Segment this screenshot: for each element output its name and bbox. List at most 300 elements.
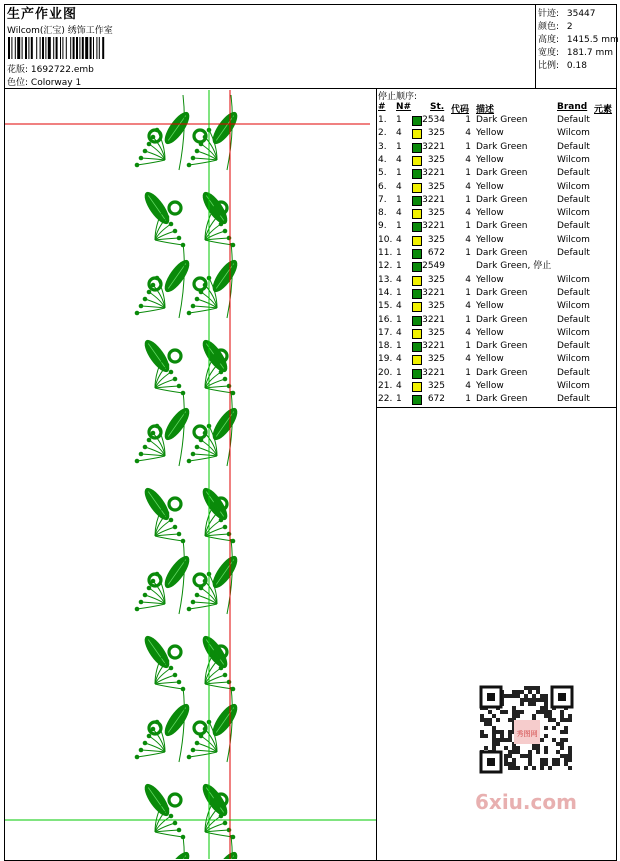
qr-module [520, 698, 524, 702]
row-description: Yellow [476, 354, 504, 365]
ring-motif [169, 498, 181, 510]
row-stitches: 325 [427, 274, 445, 285]
qr-module [544, 710, 548, 714]
row-description: Dark Green [476, 141, 528, 152]
tendril [141, 306, 165, 308]
tendril-bud [147, 734, 152, 739]
barcode-bar [93, 37, 94, 59]
tendril [137, 308, 165, 313]
tendril-bud [187, 311, 192, 316]
ring-motif [169, 646, 181, 658]
qr-module [564, 758, 568, 762]
qr-module [504, 746, 508, 750]
qr-module [504, 758, 508, 762]
row-code: 1 [465, 287, 471, 298]
tendril-bud [195, 149, 200, 154]
row-description: Dark Green [476, 394, 528, 405]
row-description: Dark Green [476, 115, 528, 125]
row-needle: 4 [396, 208, 402, 219]
tendril-bud [187, 163, 192, 168]
page-title: 生产作业图 [7, 7, 78, 22]
barcode-bar [45, 37, 46, 59]
qr-module [508, 762, 512, 766]
row-index: 7. [378, 194, 387, 205]
tendril-bud [143, 149, 148, 154]
tendril [189, 752, 217, 757]
tendril-bud [215, 807, 220, 812]
qr-module [568, 754, 572, 758]
stat-label: 高度: [538, 35, 560, 45]
stat-width [538, 45, 613, 58]
qr-code [470, 680, 585, 785]
tendril [137, 752, 165, 757]
qr-module [556, 758, 560, 762]
qr-module [512, 694, 516, 698]
tendril-bud [173, 229, 178, 234]
row-description: Dark Green [476, 194, 528, 205]
tendril-bud [173, 673, 178, 678]
qr-module [492, 730, 496, 734]
barcode-bar [70, 37, 71, 59]
barcode-bar [96, 37, 97, 59]
tendril-bud [177, 236, 182, 241]
qr-module [556, 722, 560, 726]
qr-module [560, 742, 564, 746]
qr-module [568, 718, 572, 722]
design-file [7, 62, 94, 75]
row-stitches: 2534 [422, 115, 445, 125]
qr-module [512, 746, 516, 750]
tendril-bud [211, 208, 216, 213]
qr-module [552, 762, 556, 766]
row-brand: Wilcom [557, 208, 590, 219]
tendril-bud [187, 607, 192, 612]
tendril [137, 604, 165, 609]
tendril-bud [139, 600, 144, 605]
colorway-value: Colorway 1 [30, 78, 82, 88]
qr-module [536, 746, 540, 750]
row-brand: Default [557, 287, 590, 298]
row-brand: Wilcom [557, 128, 590, 139]
qr-module [540, 694, 544, 698]
watermark-text: 6xiu.com [475, 790, 577, 814]
tendril [155, 684, 183, 689]
qr-module [480, 734, 484, 738]
tendril-bud [187, 459, 192, 464]
row-code: 1 [465, 221, 471, 232]
tendril-bud [155, 720, 160, 725]
row-stitches: 325 [427, 381, 445, 391]
qr-module [520, 690, 524, 694]
row-code: 4 [465, 354, 471, 365]
qr-module [500, 710, 504, 714]
row-brand: Default [557, 221, 590, 232]
qr-module [528, 758, 532, 762]
tendril-bud [227, 384, 232, 389]
barcode-bar [56, 37, 58, 59]
qr-module [544, 706, 548, 710]
tendril-bud [223, 821, 228, 826]
qr-module [528, 690, 532, 694]
design-file-value: 1692722.emb [30, 65, 94, 75]
tendril-bud [191, 156, 196, 161]
col-header-brand: Brand [557, 102, 588, 112]
tendril-bud [227, 828, 232, 833]
color-swatch [412, 156, 422, 166]
tendril [193, 602, 217, 604]
stat-height [538, 32, 619, 45]
row-index: 19. [378, 354, 393, 365]
barcode-bar [99, 37, 100, 59]
tendril-bud [223, 229, 228, 234]
qr-module [544, 758, 548, 762]
row-description: Dark Green, 停止 [476, 261, 552, 272]
qr-module [512, 710, 516, 714]
tendril [193, 158, 217, 160]
tendril [155, 238, 179, 240]
row-brand: Default [557, 314, 590, 325]
row-brand: Default [557, 394, 590, 405]
tendril-bud [155, 128, 160, 133]
qr-module [528, 686, 532, 690]
row-description: Dark Green [476, 341, 528, 352]
row-index: 15. [378, 301, 393, 312]
row-index: 6. [378, 181, 387, 192]
qr-module [532, 766, 536, 770]
row-code: 1 [465, 314, 471, 325]
tendril-bud [139, 748, 144, 753]
row-description: Yellow [476, 381, 504, 391]
row-needle: 1 [396, 194, 402, 205]
qr-module [540, 710, 544, 714]
row-brand: Default [557, 194, 590, 205]
row-needle: 4 [396, 301, 402, 312]
qr-module [508, 754, 512, 758]
tendril-bud [227, 532, 232, 537]
tendril-bud [227, 236, 232, 241]
row-stitches: 325 [427, 301, 445, 312]
row-stitches: 325 [427, 327, 445, 338]
row-stitches: 325 [427, 234, 445, 245]
row-index: 4. [378, 154, 387, 165]
row-code: 4 [465, 327, 471, 338]
color-swatch [412, 196, 422, 206]
embroidery-preview [5, 90, 376, 859]
colorway-label: 色位: [7, 78, 29, 88]
tendril [155, 240, 183, 245]
color-swatch [412, 316, 422, 326]
tendril-bud [191, 600, 196, 605]
qr-module [552, 738, 556, 742]
qr-module [568, 758, 572, 762]
qr-module [512, 766, 516, 770]
qr-module [532, 702, 536, 706]
tendril [189, 308, 217, 313]
qr-module [560, 738, 564, 742]
barcode-bar [66, 37, 67, 59]
row-brand: Wilcom [557, 327, 590, 338]
tendril-bud [177, 532, 182, 537]
row-index: 9. [378, 221, 387, 232]
tendril-bud [151, 579, 156, 584]
row-stitches: 672 [427, 394, 445, 405]
design-label: 花版: [7, 65, 29, 75]
row-brand: Wilcom [557, 234, 590, 245]
tendril-bud [139, 304, 144, 309]
row-description: Dark Green [476, 367, 528, 378]
qr-module [552, 758, 556, 762]
row-needle: 1 [396, 314, 402, 325]
tendril-bud [223, 673, 228, 678]
tendril [155, 830, 179, 832]
color-swatch [412, 222, 422, 232]
qr-module [524, 698, 528, 702]
barcode-bar [8, 37, 10, 59]
row-code: 1 [465, 341, 471, 352]
tendril-bud [147, 586, 152, 591]
row-stitches: 325 [427, 128, 445, 139]
qr-module [536, 710, 540, 714]
tendril-bud [195, 297, 200, 302]
qr-module [516, 766, 520, 770]
qr-module [492, 742, 496, 746]
qr-module [516, 690, 520, 694]
tendril-bud [191, 748, 196, 753]
color-swatch [412, 369, 422, 379]
tendril-bud [161, 800, 166, 805]
row-needle: 1 [396, 248, 402, 258]
row-index: 5. [378, 168, 387, 179]
row-needle: 4 [396, 274, 402, 285]
row-description: Dark Green [476, 168, 528, 179]
tendril-bud [215, 215, 220, 220]
qr-module [532, 686, 536, 690]
barcode-bar [31, 37, 33, 59]
tendril-bud [169, 518, 174, 523]
qr-module [524, 754, 528, 758]
tendril-bud [155, 276, 160, 281]
color-swatch [412, 289, 422, 299]
qr-module [544, 698, 548, 702]
tendril [155, 536, 183, 541]
tendril-bud [219, 370, 224, 375]
tendril-bud [135, 163, 140, 168]
row-brand: Wilcom [557, 301, 590, 312]
row-brand: Wilcom [557, 354, 590, 365]
qr-finder-center [487, 758, 495, 766]
row-code: 1 [465, 168, 471, 179]
row-stitches: 3221 [422, 367, 445, 378]
tendril-bud [215, 511, 220, 516]
qr-module [532, 714, 536, 718]
tendril [155, 534, 179, 536]
qr-module [552, 718, 556, 722]
qr-badge-text: 秀图网 [516, 730, 538, 738]
row-brand: Wilcom [557, 274, 590, 285]
color-swatch [412, 116, 422, 126]
qr-module [532, 698, 536, 702]
tendril-bud [165, 659, 170, 664]
barcode [8, 37, 140, 59]
leaf [208, 848, 241, 859]
ring-motif [169, 350, 181, 362]
row-brand: Default [557, 115, 590, 125]
qr-module [548, 714, 552, 718]
col-header-stitches: St. [430, 102, 445, 112]
stop-sequence-title: 停止顺序: [378, 92, 418, 102]
row-index: 16. [378, 314, 393, 325]
qr-module [568, 750, 572, 754]
row-index: 17. [378, 327, 393, 338]
qr-module [536, 750, 540, 754]
tendril-bud [203, 579, 208, 584]
stats-divider [535, 4, 536, 89]
qr-module [512, 714, 516, 718]
tendril-bud [135, 607, 140, 612]
qr-module [540, 738, 544, 742]
row-code: 1 [465, 248, 471, 258]
qr-module [484, 746, 488, 750]
qr-module [568, 746, 572, 750]
qr-module [560, 714, 564, 718]
col-header-code: 代码 [451, 105, 470, 115]
stat-value: 1415.5 mm [566, 35, 619, 45]
tendril-bud [195, 593, 200, 598]
qr-module [536, 686, 540, 690]
row-needle: 1 [396, 394, 402, 405]
barcode-bar [90, 37, 92, 59]
row-needle: 4 [396, 354, 402, 365]
stat-stitches [538, 6, 596, 19]
row-brand: Default [557, 168, 590, 179]
color-swatch [412, 276, 422, 286]
barcode-bar [42, 37, 44, 59]
tendril-bud [215, 659, 220, 664]
barcode-bar [11, 37, 12, 59]
color-swatch [412, 209, 422, 219]
row-brand: Default [557, 367, 590, 378]
qr-module [516, 694, 520, 698]
color-swatch [412, 342, 422, 352]
color-swatch [412, 382, 422, 392]
stat-value: 35447 [566, 9, 596, 19]
row-index: 12. [378, 261, 393, 272]
row-code: 4 [465, 274, 471, 285]
qr-module [544, 694, 548, 698]
qr-module [484, 718, 488, 722]
tendril-bud [219, 666, 224, 671]
tendril [141, 602, 165, 604]
row-brand: Default [557, 248, 590, 258]
qr-module [564, 718, 568, 722]
tendril-bud [219, 518, 224, 523]
row-brand: Wilcom [557, 381, 590, 391]
row-stitches: 325 [427, 208, 445, 219]
row-stitches: 3221 [422, 221, 445, 232]
col-header-description: 描述 [476, 105, 495, 115]
row-description: Yellow [476, 301, 504, 312]
qr-module [548, 718, 552, 722]
row-stitches: 3221 [422, 314, 445, 325]
row-stitches: 3221 [422, 194, 445, 205]
row-code: 4 [465, 301, 471, 312]
qr-module [552, 726, 556, 730]
qr-module [540, 766, 544, 770]
qr-module [544, 762, 548, 766]
tendril-bud [161, 356, 166, 361]
tendril [155, 386, 179, 388]
color-swatch [412, 302, 422, 312]
stat-label: 宽度: [538, 48, 560, 58]
tendril-bud [223, 377, 228, 382]
tendril-bud [161, 652, 166, 657]
qr-module [560, 746, 564, 750]
tendril-bud [169, 666, 174, 671]
tendril [141, 750, 165, 752]
tendril-bud [203, 727, 208, 732]
tendril-bud [195, 445, 200, 450]
row-needle: 4 [396, 154, 402, 165]
qr-module [556, 742, 560, 746]
qr-module [568, 714, 572, 718]
color-swatch [412, 143, 422, 153]
qr-module [564, 754, 568, 758]
tendril-bud [143, 593, 148, 598]
qr-finder-center [558, 693, 566, 701]
qr-module [504, 694, 508, 698]
colorway [7, 75, 81, 88]
qr-module [568, 766, 572, 770]
row-stitches: 325 [427, 154, 445, 165]
barcode-bar [40, 37, 41, 59]
stat-scale [538, 58, 587, 71]
color-swatch [412, 236, 422, 246]
tendril-bud [169, 370, 174, 375]
barcode-bar [15, 37, 16, 59]
color-swatch [412, 395, 422, 405]
barcode-bar [79, 37, 80, 59]
row-index: 22. [378, 394, 393, 405]
qr-module [536, 690, 540, 694]
tendril-bud [191, 304, 196, 309]
barcode-bar [73, 37, 75, 59]
barcode-bar [85, 37, 88, 59]
qr-module [520, 710, 524, 714]
row-needle: 1 [396, 141, 402, 152]
tendril-bud [147, 290, 152, 295]
tendril-bud [199, 438, 204, 443]
qr-module [488, 718, 492, 722]
row-description: Dark Green [476, 287, 528, 298]
tendril-bud [165, 363, 170, 368]
barcode-bar [28, 37, 29, 59]
qr-module [492, 746, 496, 750]
tendril-bud [177, 828, 182, 833]
qr-module [480, 730, 484, 734]
qr-module [488, 722, 492, 726]
row-index: 1. [378, 115, 387, 125]
row-stitches: 3221 [422, 341, 445, 352]
row-code: 1 [465, 141, 471, 152]
row-code: 1 [465, 394, 471, 405]
barcode-bar [22, 37, 23, 59]
tendril [193, 306, 217, 308]
tendril [193, 454, 217, 456]
row-code: 4 [465, 181, 471, 192]
tendril-bud [151, 431, 156, 436]
tendril [137, 456, 165, 461]
qr-module [524, 694, 528, 698]
